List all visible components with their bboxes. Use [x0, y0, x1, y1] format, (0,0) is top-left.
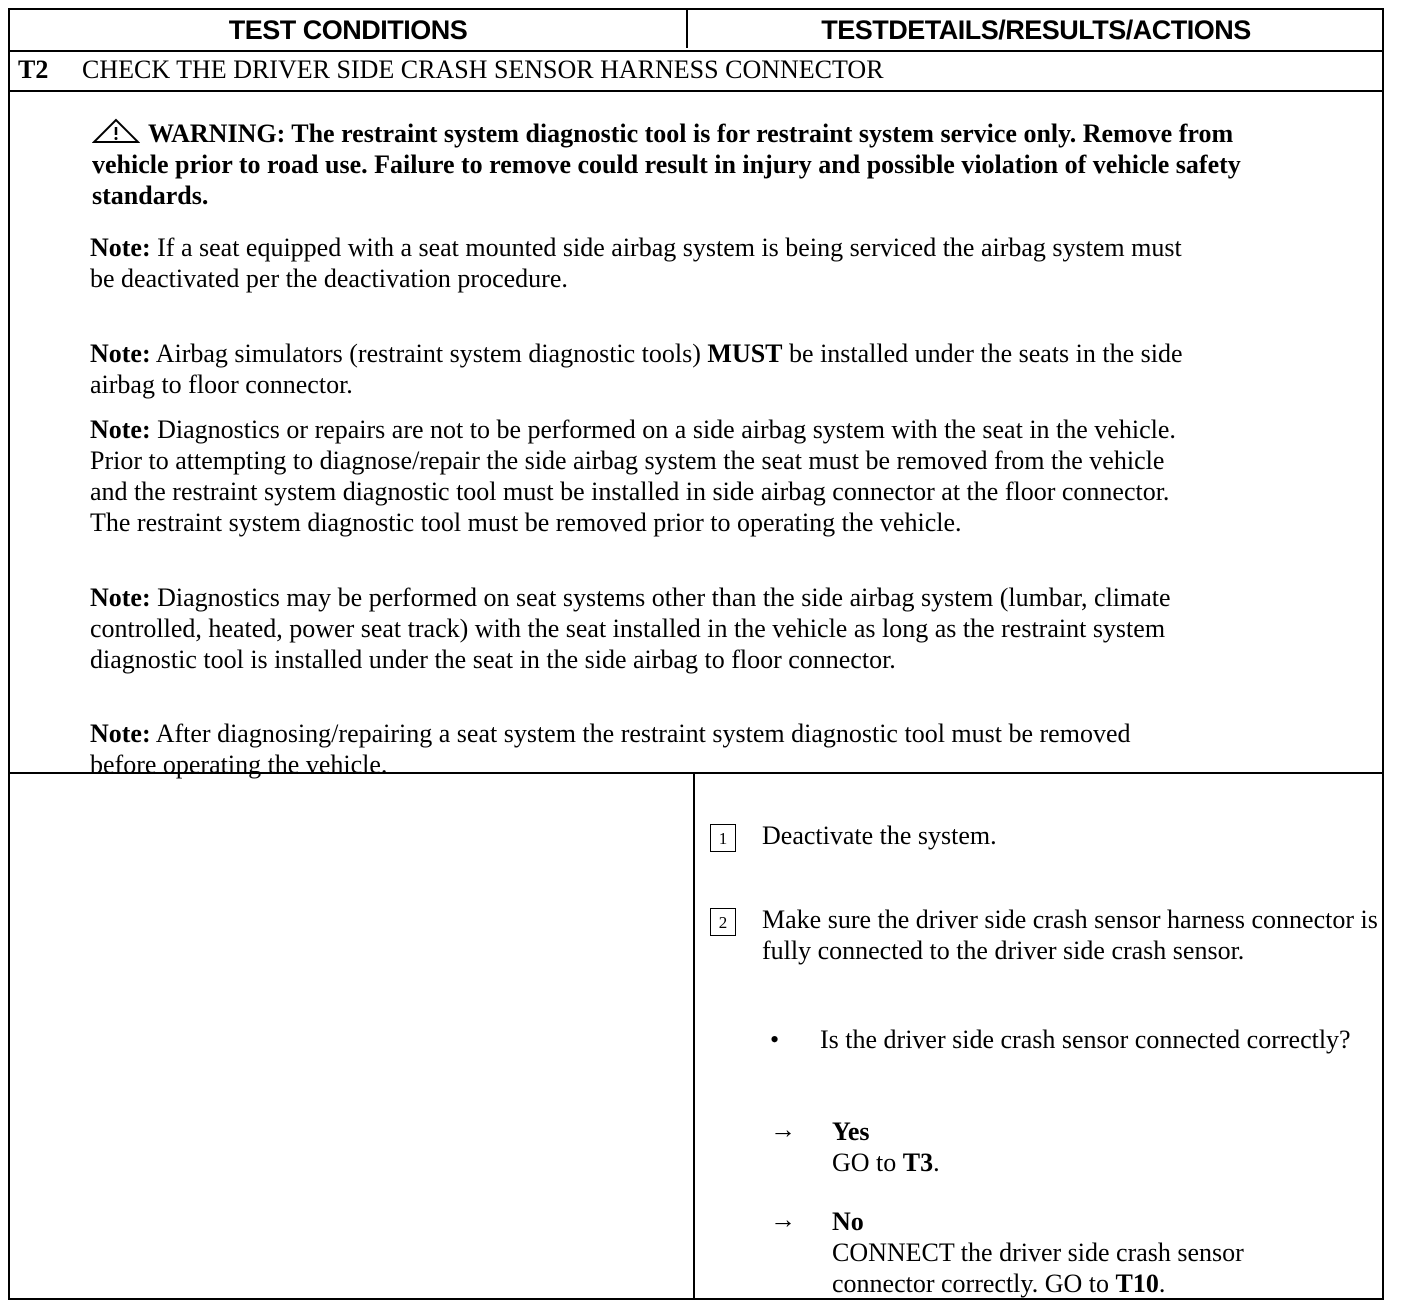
step-text: Deactivate the system. [762, 821, 997, 850]
note-text: be installed under the seats in the side airbag to floor connector. [90, 339, 1183, 399]
notes-section [10, 92, 1382, 779]
test-id: T2 [18, 55, 49, 84]
note-text: After diagnosing/repairing a seat system the restraint system diagnostic tool must be removed before operating the vehicle. [90, 719, 1131, 779]
action-suffix: . [1158, 1269, 1166, 1298]
test-title-row [10, 50, 1382, 92]
note-text: Diagnostics or repairs are not to be performed on a side airbag system with the seat in the vehicle. Prior to attempting to diagnose/repair the side airbag system the seat must be removed from the vehicle and the restraint system diagnostic tool must be installed in side airbag connector at the floor connector. The restraint system diagnostic tool must be removed prior to operating the vehicle. [90, 415, 1176, 537]
step-number: 2 [710, 908, 736, 936]
note-label: Note: [90, 719, 151, 748]
step-number: 1 [710, 824, 736, 852]
note-5 [90, 718, 1200, 780]
action-suffix: . [933, 1148, 940, 1177]
step-text: Make sure the driver side crash sensor harness connector is fully connected to the driver side crash sensor. [762, 905, 1378, 965]
warning-triangle-icon [92, 118, 140, 144]
header-test-details: TESTDETAILS/RESULTS/ACTIONS [821, 15, 1251, 45]
note-label: Note: [90, 583, 151, 612]
diagnostic-table [8, 8, 1384, 1300]
test-title: CHECK THE DRIVER SIDE CRASH SENSOR HARNESS CONNECTOR [82, 55, 884, 84]
answer-action [832, 1147, 1352, 1178]
action-text: GO to [832, 1148, 897, 1177]
arrow-right-icon: → [770, 1205, 796, 1234]
note-text: If a seat equipped with a seat mounted side airbag system is being serviced the airbag system must be deactivated per the deactivation procedure. [90, 233, 1182, 293]
answer-label: Yes [832, 1117, 870, 1146]
arrow-right-icon: → [770, 1115, 796, 1144]
note-text: Diagnostics may be performed on seat systems other than the side airbag system (lumbar, climate controlled, heated, power seat track) with the seat installed in the vehicle as long as the restraint system diagnostic tool is installed under the seat in the side airbag to floor connector. [90, 583, 1171, 674]
note-label: Note: [90, 233, 151, 262]
column-divider [693, 772, 695, 1300]
note-emphasis: MUST [707, 339, 783, 368]
action-text: CONNECT the driver side crash sensor connector correctly. GO to [832, 1238, 1244, 1298]
note-1 [90, 232, 1200, 294]
header-test-conditions: TEST CONDITIONS [10, 10, 688, 48]
note-2 [90, 338, 1200, 400]
answer-label: No [832, 1207, 864, 1236]
goto-link-t3[interactable]: T3 [902, 1148, 934, 1177]
warning-block [92, 118, 1292, 211]
note-4 [90, 582, 1200, 675]
note-label: Note: [90, 415, 151, 444]
note-text: Airbag simulators (restraint system diagnostic tools) [155, 339, 701, 368]
note-3 [90, 414, 1200, 538]
goto-link-t10[interactable]: T10 [1115, 1269, 1159, 1298]
test-body [10, 772, 1382, 1300]
answer-action [832, 1237, 1352, 1299]
bullet-icon: • [770, 1025, 780, 1054]
table-header [10, 10, 1382, 52]
warning-text: WARNING: The restraint system diagnostic tool is for restraint system service only. Remove from vehicle prior to road use. Failure to remove could result in injury and possible violation of vehicle safety standards. [92, 119, 1241, 210]
note-label: Note: [90, 339, 151, 368]
question-text: Is the driver side crash sensor connected correctly? [820, 1025, 1351, 1054]
